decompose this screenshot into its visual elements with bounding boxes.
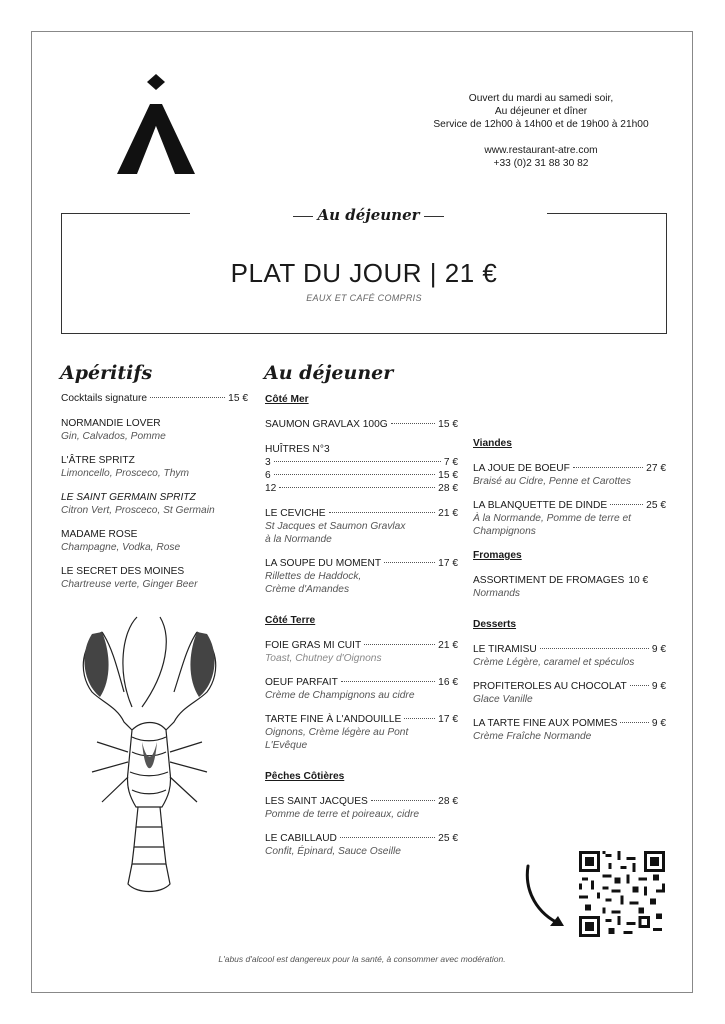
aperitif-name: NORMANDIE LOVER bbox=[61, 418, 161, 429]
dot-leader bbox=[341, 681, 435, 682]
cote-mer-heading: Côté Mer bbox=[265, 394, 309, 405]
dot-leader bbox=[384, 562, 435, 563]
menu-item-joue bbox=[473, 462, 666, 475]
item-name: FOIE GRAS MI CUIT bbox=[265, 640, 362, 651]
menu-item-tiramisu bbox=[473, 643, 666, 656]
item-price: 7 € bbox=[443, 457, 458, 468]
item-name: LA SOUPE DU MOMENT bbox=[265, 558, 382, 569]
qty: 3 bbox=[265, 457, 271, 468]
item-price: 27 € bbox=[646, 463, 666, 474]
menu-item-cabillaud bbox=[265, 832, 458, 845]
cocktails-row bbox=[61, 392, 248, 405]
fromages-heading: Fromages bbox=[473, 550, 522, 561]
item-desc: Crème Fraîche Normande bbox=[473, 731, 592, 742]
hours-line-3: Service de 12h00 à 14h00 et de 19h00 à 21h00 bbox=[433, 119, 649, 130]
dot-leader bbox=[364, 644, 435, 645]
item-price: 16 € bbox=[438, 677, 458, 688]
aperitif-desc: Gin, Calvados, Pomme bbox=[61, 431, 166, 442]
desserts-heading: Desserts bbox=[473, 619, 517, 630]
item-desc: Confit, Épinard, Sauce Oseille bbox=[265, 846, 401, 857]
dot-leader bbox=[620, 722, 648, 723]
peches-heading: Pêches Côtières bbox=[265, 771, 345, 782]
item-desc: à la Normande bbox=[265, 534, 332, 545]
item-name: LA BLANQUETTE DE DINDE bbox=[473, 500, 608, 511]
menu-item-saumon bbox=[265, 418, 458, 431]
a-logo bbox=[115, 72, 197, 176]
item-price: 25 € bbox=[646, 500, 666, 511]
hours-line-1: Ouvert du mardi au samedi soir, bbox=[468, 93, 614, 104]
item-desc: Pomme de terre et poireaux, cidre bbox=[265, 809, 420, 820]
item-desc: St Jacques et Saumon Gravlax bbox=[265, 521, 406, 532]
item-desc: Oignons, Crème légère au Pont bbox=[265, 727, 409, 738]
dot-leader bbox=[610, 504, 643, 505]
box-title-wrapper bbox=[190, 206, 547, 224]
phone-number[interactable]: +33 (0)2 31 88 30 82 bbox=[493, 158, 589, 169]
cocktails-price: 15 € bbox=[228, 393, 248, 404]
item-name: LA JOUE DE BOEUF bbox=[473, 463, 570, 474]
item-price: 15 € bbox=[438, 419, 458, 430]
menu-item-tarte-pommes bbox=[473, 717, 666, 730]
dot-leader bbox=[274, 461, 441, 462]
aperitif-desc: Chartreuse verte, Ginger Beer bbox=[61, 579, 198, 590]
dot-leader bbox=[404, 718, 435, 719]
aperitif-name: MADAME ROSE bbox=[61, 529, 138, 540]
item-name: SAUMON GRAVLAX 100G bbox=[265, 419, 388, 430]
qty: 12 bbox=[265, 483, 277, 494]
item-desc: Crème de Champignons au cidre bbox=[265, 690, 415, 701]
dot-leader bbox=[274, 474, 436, 475]
menu-item-tarte bbox=[265, 713, 458, 726]
item-name: LE CABILLAUD bbox=[265, 833, 337, 844]
item-price: 9 € bbox=[651, 718, 666, 729]
item-price: 25 € bbox=[438, 833, 458, 844]
item-desc: Braisé au Cidre, Penne et Carottes bbox=[473, 476, 631, 487]
item-price: 28 € bbox=[438, 796, 458, 807]
item-desc: Glace Vanille bbox=[473, 694, 533, 705]
dot-leader bbox=[630, 685, 649, 686]
huitres-row bbox=[265, 456, 458, 469]
item-price: 28 € bbox=[438, 483, 458, 494]
aperitif-desc: Limoncello, Prosceco, Thym bbox=[61, 468, 189, 479]
alcohol-disclaimer: L'abus d'alcool est dangereux pour la santé, à consommer avec modération. bbox=[218, 954, 506, 964]
dot-leader bbox=[150, 397, 225, 398]
item-name: LES SAINT JACQUES bbox=[265, 796, 368, 807]
aperitif-desc: Citron Vert, Prosceco, St Germain bbox=[61, 505, 215, 516]
menu-item-ceviche bbox=[265, 507, 458, 520]
aperitif-name: LE SECRET DES MOINES bbox=[61, 566, 185, 577]
aperitif-name: L'ÂTRE SPRITZ bbox=[61, 455, 135, 466]
item-desc: Toast, Chutney d'Oignons bbox=[265, 653, 382, 664]
dot-leader bbox=[391, 423, 436, 424]
item-desc: Crème Légère, caramel et spéculos bbox=[473, 657, 635, 668]
item-desc: Normands bbox=[473, 588, 520, 599]
viandes-heading: Viandes bbox=[473, 438, 512, 449]
box-title: Au déjeuner bbox=[317, 206, 420, 224]
item-price: 17 € bbox=[438, 558, 458, 569]
item-desc: Rillettes de Haddock, bbox=[265, 571, 362, 582]
menu-item-profiteroles bbox=[473, 680, 666, 693]
item-price: 17 € bbox=[438, 714, 458, 725]
dot-leader bbox=[329, 512, 436, 513]
item-desc: Crème d'Amandes bbox=[265, 584, 350, 595]
plat-note: EAUX ET CAFÉ COMPRIS bbox=[306, 293, 422, 303]
curved-arrow-icon bbox=[520, 862, 570, 932]
item-desc: Champignons bbox=[473, 526, 536, 537]
menu-item-soupe bbox=[265, 557, 458, 570]
huitres-row bbox=[265, 469, 458, 482]
cocktails-label: Cocktails signature bbox=[61, 393, 148, 404]
item-price: 10 € bbox=[628, 575, 649, 586]
menu-item-saint-jacques bbox=[265, 795, 458, 808]
lobster-illustration bbox=[62, 612, 232, 902]
dot-leader bbox=[540, 648, 649, 649]
dot-leader bbox=[279, 487, 435, 488]
item-price: 9 € bbox=[651, 681, 666, 692]
hours-line-2: Au déjeuner et dîner bbox=[494, 106, 588, 117]
menu-item-oeuf bbox=[265, 676, 458, 689]
qr-code[interactable] bbox=[579, 851, 665, 937]
item-desc: L'Evêque bbox=[265, 740, 308, 751]
aperitif-desc: Champagne, Vodka, Rose bbox=[61, 542, 181, 553]
lunch-list bbox=[265, 393, 458, 858]
item-name: LE TIRAMISU bbox=[473, 644, 537, 655]
right-list bbox=[473, 437, 666, 743]
item-name: TARTE FINE À L'ANDOUILLE bbox=[265, 714, 402, 725]
menu-item-blanquette bbox=[473, 499, 666, 512]
item-name: LE CEVICHE bbox=[265, 508, 326, 519]
aperitif-name: LE SAINT GERMAIN SPRITZ bbox=[61, 492, 196, 503]
menu-item-fromages bbox=[473, 574, 666, 587]
cote-terre-heading: Côté Terre bbox=[265, 615, 316, 626]
item-desc: À la Normande, Pomme de terre et bbox=[473, 513, 631, 524]
item-name: OEUF PARFAIT bbox=[265, 677, 338, 688]
item-name: LA TARTE FINE AUX POMMES bbox=[473, 718, 618, 729]
lunch-heading: Au déjeuner bbox=[264, 362, 394, 384]
plat-du-jour: PLAT DU JOUR | 21 € bbox=[230, 258, 498, 288]
dot-leader bbox=[573, 467, 643, 468]
item-name: PROFITEROLES AU CHOCOLAT bbox=[473, 681, 627, 692]
item-name: ASSORTIMENT DE FROMAGES bbox=[473, 575, 625, 586]
website-link[interactable]: www.restaurant-atre.com bbox=[484, 145, 598, 156]
huitres-name: HUÎTRES N°3 bbox=[265, 444, 330, 455]
huitres-row bbox=[265, 482, 458, 495]
dot-leader bbox=[371, 800, 435, 801]
dot-leader bbox=[340, 837, 435, 838]
item-price: 15 € bbox=[438, 470, 458, 481]
aperitifs-heading: Apéritifs bbox=[60, 362, 153, 384]
menu-item-foie bbox=[265, 639, 458, 652]
aperitifs-list bbox=[61, 392, 248, 591]
item-price: 21 € bbox=[438, 508, 458, 519]
qty: 6 bbox=[265, 470, 271, 481]
item-price: 9 € bbox=[651, 644, 666, 655]
item-price: 21 € bbox=[438, 640, 458, 651]
contact-info bbox=[400, 92, 682, 170]
